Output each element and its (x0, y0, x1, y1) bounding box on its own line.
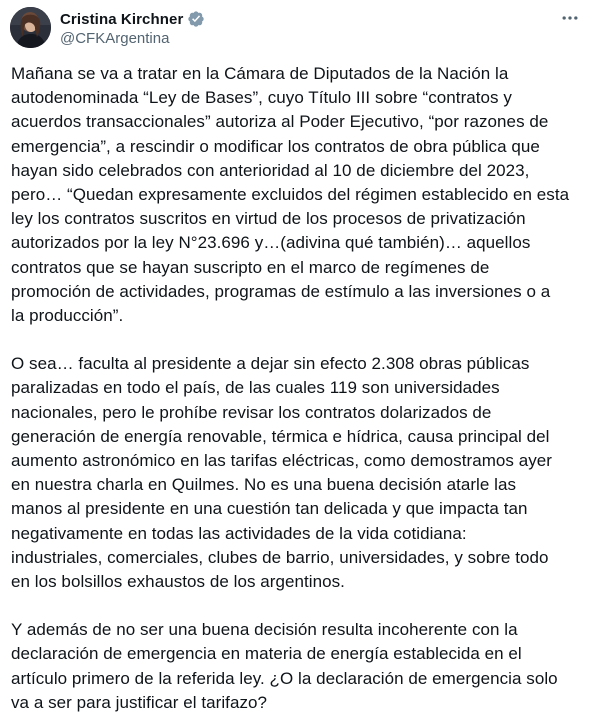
avatar-image (10, 7, 51, 48)
tweet-header (0, 0, 596, 64)
tweet-paragraph: O sea… faculta al presidente a dejar sin efecto 2.308 obras públicas paralizadas en todo el país, de las cuales 119 son universidades nacionales, pero le prohíbe revisar los contratos dolarizados de generación de energía renovable, térmica e hídrica, causa principal del aumento astronómico en las tarifas eléctricas, como demostramos ayer en nuestra charla en Quilmes. No es una buena decisión atarle las manos al presidente en una cuestión tan delicada y que impacta tan negativamente en todas las actividades de la vida cotidiana: industriales, comerciales, clubes de barrio, universidades, y sobre todo en los bolsillos exhaustos de los argentinos. (11, 354, 553, 592)
more-horizontal-icon (560, 8, 580, 28)
tweet-paragraph: Y además de no ser una buena decisión resulta incoherente con la declaración de emergencia en materia de energía establecida en el artículo primero de la referida ley. ¿O la declaración de emergencia solo va a ser para justificar el tarifazo? (11, 620, 558, 712)
display-name[interactable]: Cristina Kirchner (60, 10, 184, 28)
tweet-paragraph: Mañana se va a tratar en la Cámara de Diputados de la Nación la autodenominada “Ley de Bases”, cuyo Título III sobre “contratos y acuerdos transaccionales” autoriza al Poder Ejecutivo, “por razones de emergencia”, a rescindir o modificar los contratos de obra pública que hayan sido celebrados con anterioridad al 10 de diciembre del 2023, pero… “Quedan expresamente excluidos del régimen establecido en esta ley los contratos suscritos en virtud de los procesos de privatización autorizados por la ley N°23.696 y…(adivina qué también)… aquellos contratos que se hayan suscripto en el marco de regímenes de promoción de actividades, programas de estímulo a las inversiones o a la producción”. (11, 64, 570, 326)
display-name-row (60, 8, 205, 30)
tweet-text (11, 62, 581, 715)
verified-badge-icon (187, 10, 205, 28)
profile-avatar[interactable] (10, 7, 51, 48)
more-options-button[interactable] (558, 6, 582, 30)
user-handle[interactable]: @CFKArgentina (60, 30, 170, 47)
